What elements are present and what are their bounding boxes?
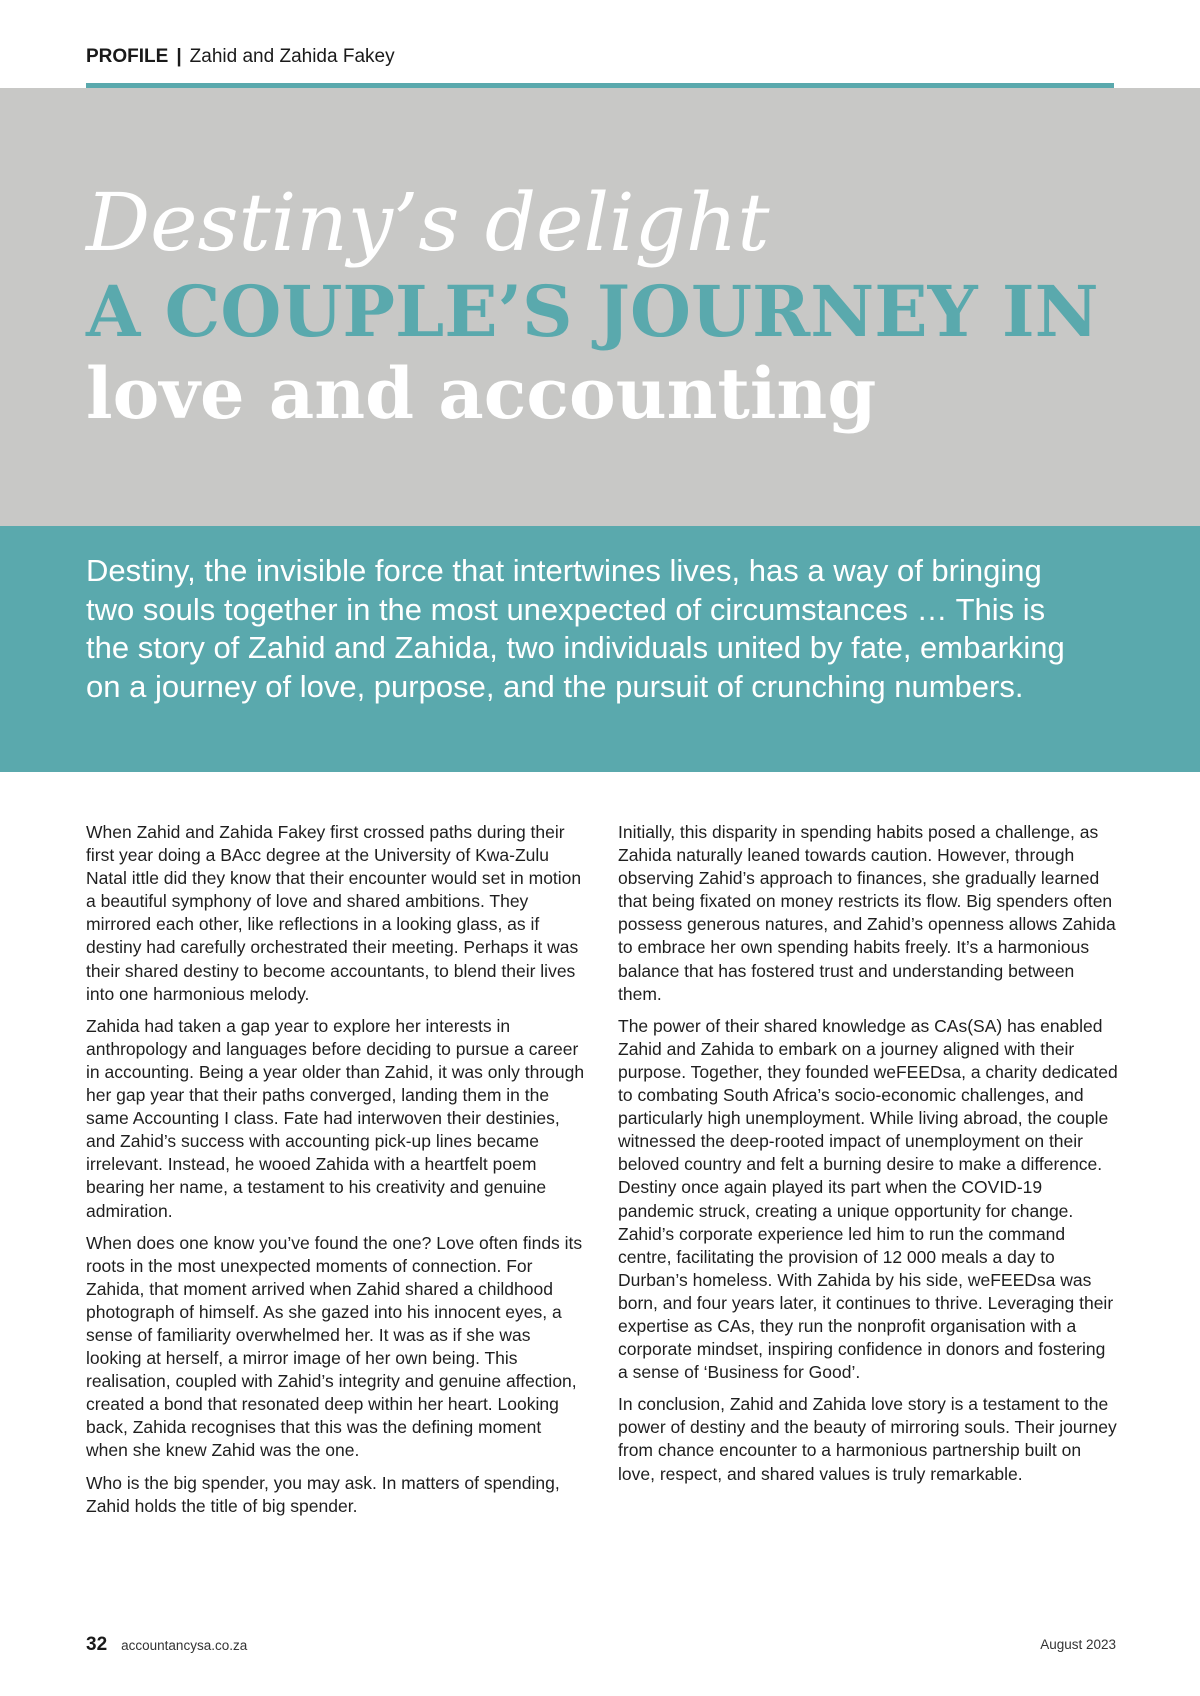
body-paragraph: Zahida had taken a gap year to explore her interests in anthropology and languages before deciding to pursue a career in accounting. Being a year older than Zahid, it was only through her gap year that their paths converged, landing them in the same Accounting I class. Fate had interwoven their destinies, and Zahid’s success with accounting pick-up lines became irrelevant. Instead, he wooed Zahida with a heartfelt poem bearing her name, a testament to his creativity and genuine admiration.	[86, 1015, 585, 1221]
header-subject: Zahid and Zahida Fakey	[189, 46, 395, 67]
body-paragraph: When Zahid and Zahida Fakey first crossed paths during their first year doing a BAcc degree at the University of Kwa-Zulu Natal ittle did they know that their encounter would set in motion a beautiful symphony of love and shared ambitions. They mirrored each other, like reflections in a looking glass, as if destiny had carefully orchestrated their meeting. Perhaps it was their shared destiny to become accountants, to blend their lives into one harmonious melody.	[86, 822, 582, 1004]
body-column-right	[618, 821, 1118, 1495]
footer-issue-date: August 2023	[1040, 1637, 1116, 1652]
body-paragraph: Initially, this disparity in spending habits posed a challenge, as Zahida naturally leaned towards caution. However, through observing Zahid’s approach to finances, she gradually learned that being fixated on money restricts its flow. Big spenders often possess generous natures, and Zahid’s openness allows Zahida to embrace her own spending habits freely. It’s a harmonious balance that has fostered trust and understanding between them.	[618, 822, 1116, 1004]
title-line-2: A COUPLE’S JOURNEY IN	[86, 270, 1099, 353]
footer-left	[86, 1634, 247, 1656]
title-line-3: love and accounting	[86, 352, 877, 435]
body-paragraph: In conclusion, Zahid and Zahida love story is a testament to the power of destiny and the beauty of mirroring souls. Their journey from chance encounter to a harmonious partnership built on love, respect, and shared values is truly remarkable.	[618, 1394, 1117, 1484]
title-line-1: Destiny’s delight	[86, 176, 770, 269]
header-separator: |	[176, 46, 182, 67]
body-paragraph: When does one know you’ve found the one? Love often finds its roots in the most unexpected moments of connection. For Zahida, that moment arrived when Zahid shared a childhood photograph of himself. As she gazed into his innocent eyes, a sense of familiarity overwhelmed her. It was as if she was looking at herself, a mirror image of her own being. This realisation, coupled with Zahid’s integrity and genuine affection, created a bond that resonated deep within her heart. Looking back, Zahida recognises that this was the defining moment when she knew Zahid was the one.	[86, 1232, 583, 1461]
standfirst-panel	[0, 526, 1200, 772]
page-number: 32	[86, 1634, 108, 1655]
section-label: PROFILE	[86, 46, 169, 67]
body-paragraph: The power of their shared knowledge as CAs(SA) has enabled Zahid and Zahida to embark on a journey aligned with their purpose. Together, they founded weFEEDsa, a charity dedicated to combating South Africa’s socio-economic challenges, and particularly high unemployment. While living abroad, the couple witnessed the deep-rooted impact of unemployment on their beloved country and felt a burning desire to make a difference. Destiny once again played its part when the COVID-19 pandemic struck, creating a unique opportunity for change. Zahid’s corporate experience led him to run the command centre, facilitating the provision of 12 000 meals a day to Durban’s homeless. With Zahida by his side, weFEEDsa was born, and four years later, it continues to thrive. Leveraging their expertise as CAs, they run the nonprofit organisation with a corporate mindset, inspiring confidence in donors and fostering a sense of ‘Business for Good’.	[618, 1015, 1118, 1383]
body-paragraph: Who is the big spender, you may ask. In matters of spending, Zahid holds the title of big spender.	[86, 1472, 560, 1516]
standfirst-text: Destiny, the invisible force that intertwines lives, has a way of bringing two souls together in the most unexpected of circumstances … This is the story of Zahid and Zahida, two individuals united by fate, embarking on a journey of love, purpose, and the pursuit of crunching numbers.	[86, 553, 1065, 704]
running-header	[86, 46, 395, 68]
footer-website: accountancysa.co.za	[121, 1638, 248, 1653]
body-column-left	[86, 821, 586, 1527]
